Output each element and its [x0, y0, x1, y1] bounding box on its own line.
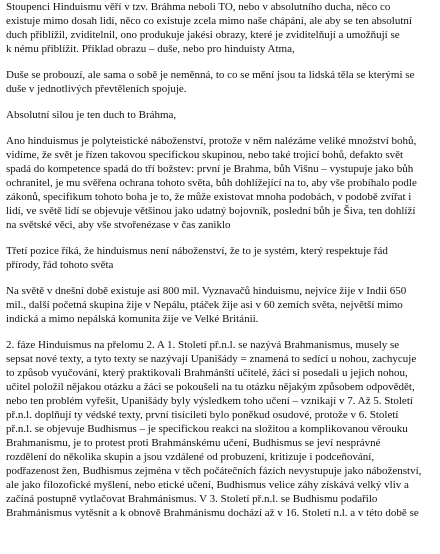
document-body: [6, 0, 436, 532]
paragraph-soul: Duše se probouzí, ale sama o sobě je neměnná, to co se mění jsou ta lidská těla se kterými se duše v jednotlivých převtěleních spojuje.: [6, 69, 415, 95]
paragraph-absolute-force: Absolutní silou je ten duch to Bráhma,: [6, 109, 177, 121]
paragraph-third-position: Třetí pozice říká, že hinduismus není náboženství, že to je systém, který respektuje řád přírody, řád tohoto světa: [6, 245, 388, 271]
paragraph-polytheism: Ano hinduismus je polyteistické náboženství, protože v něm nalézáme veliké množství bohů, vidíme, že svět je řízen takovou specifickou skupinou, nebo také trojicí bohů, defakto svět spadá do kompetence spadá do tří božstev: první je Brahma, bůh Višnu – vystupuje jako bůh ochranitel, je mu svěřena ochrana tohoto světa, bůh dohlížející na to, aby vše probíhalo podle zákonů, specifikum tohoto boha je to, že může existovat mnoha podobách, v podobě zvířat i lidí, ve světě lidí se objevuje většinou jako udatný bojovník, poslední bůh je Šiva, ten dohlíží na světské věci, aby vše stvořenézase v čas zaniklo: [6, 135, 417, 231]
paragraph-brahmanism: 2. fáze Hinduismus na přelomu 2. A 1. Století př.n.l. se nazývá Brahmanismus, musely se sepsat nové texty, a tyto texty se nazývají Upanišády = znamená to sedící u nohou, zachycuje to způsob vyučování, který praktikovali Brahmánští učitelé, žáci si posedali u jejich nohou, učitel položil nějakou otázku a žáci se pokoušeli na tu otázku nějakým způsobem odpovědět, nebo ten problém vyřešit, Upanišády byly výsledkem toho učení – vznikají v 7. Až 5. Století př.n.l. doplňují ty védské texty, první tisíciletí bylo poněkud osudové, protože v 6. Století př.n.l. se objevuje Budhismus – je specifickou reakci na složitou a komplikovanou věrouku Brahmanismu, je to protest proti Brahmánskému učení, Budhismus se jeví nesprávné rozdělení do několika skupin a jsou vzdálené od probuzení, kritizuje i podceňování, podřazenost žen, Budhismus zejména v těch počátečních fázích nevystupuje jako náboženství, ale jako filozofické myšlení, nebo etické učení, Budhismus velice záhy získává velký vliv a začíná postupně vytlačovat Brahmánismus. V 3. Století př.n.l. se Budhismu podařilo Brahmánismus vytěsnit a k obnově Brahmánismu dochází až v 16. Století n.l. a v této době se: [6, 339, 422, 519]
paragraph-followers: Na světě v dnešní době existuje asi 800 mil. Vyznavačů hinduismu, nejvíce žije v Indii 650 mil., další početná skupina žije v Nepálu, ptáček žije asi v 60 zemích světa, největší mimo indická a mimo nepálská komunita žije ve Velké Británii.: [6, 285, 407, 325]
paragraph-brahma-intro: Stoupenci Hinduismu věří v tzv. Bráhma neboli TO, nebo v absolutního ducha, něco co existuje mimo dosah lidí, něco co existuje zcela mimo naše chápání, ale aby se ten absolutní duch přiblížil, zviditelnil, ono produkuje jakési obrazy, které je zviditelňují a umožňují se k nému přiblížit. Příklad obrazu – duše, nebo pro hinduisty Atma,: [6, 1, 412, 55]
